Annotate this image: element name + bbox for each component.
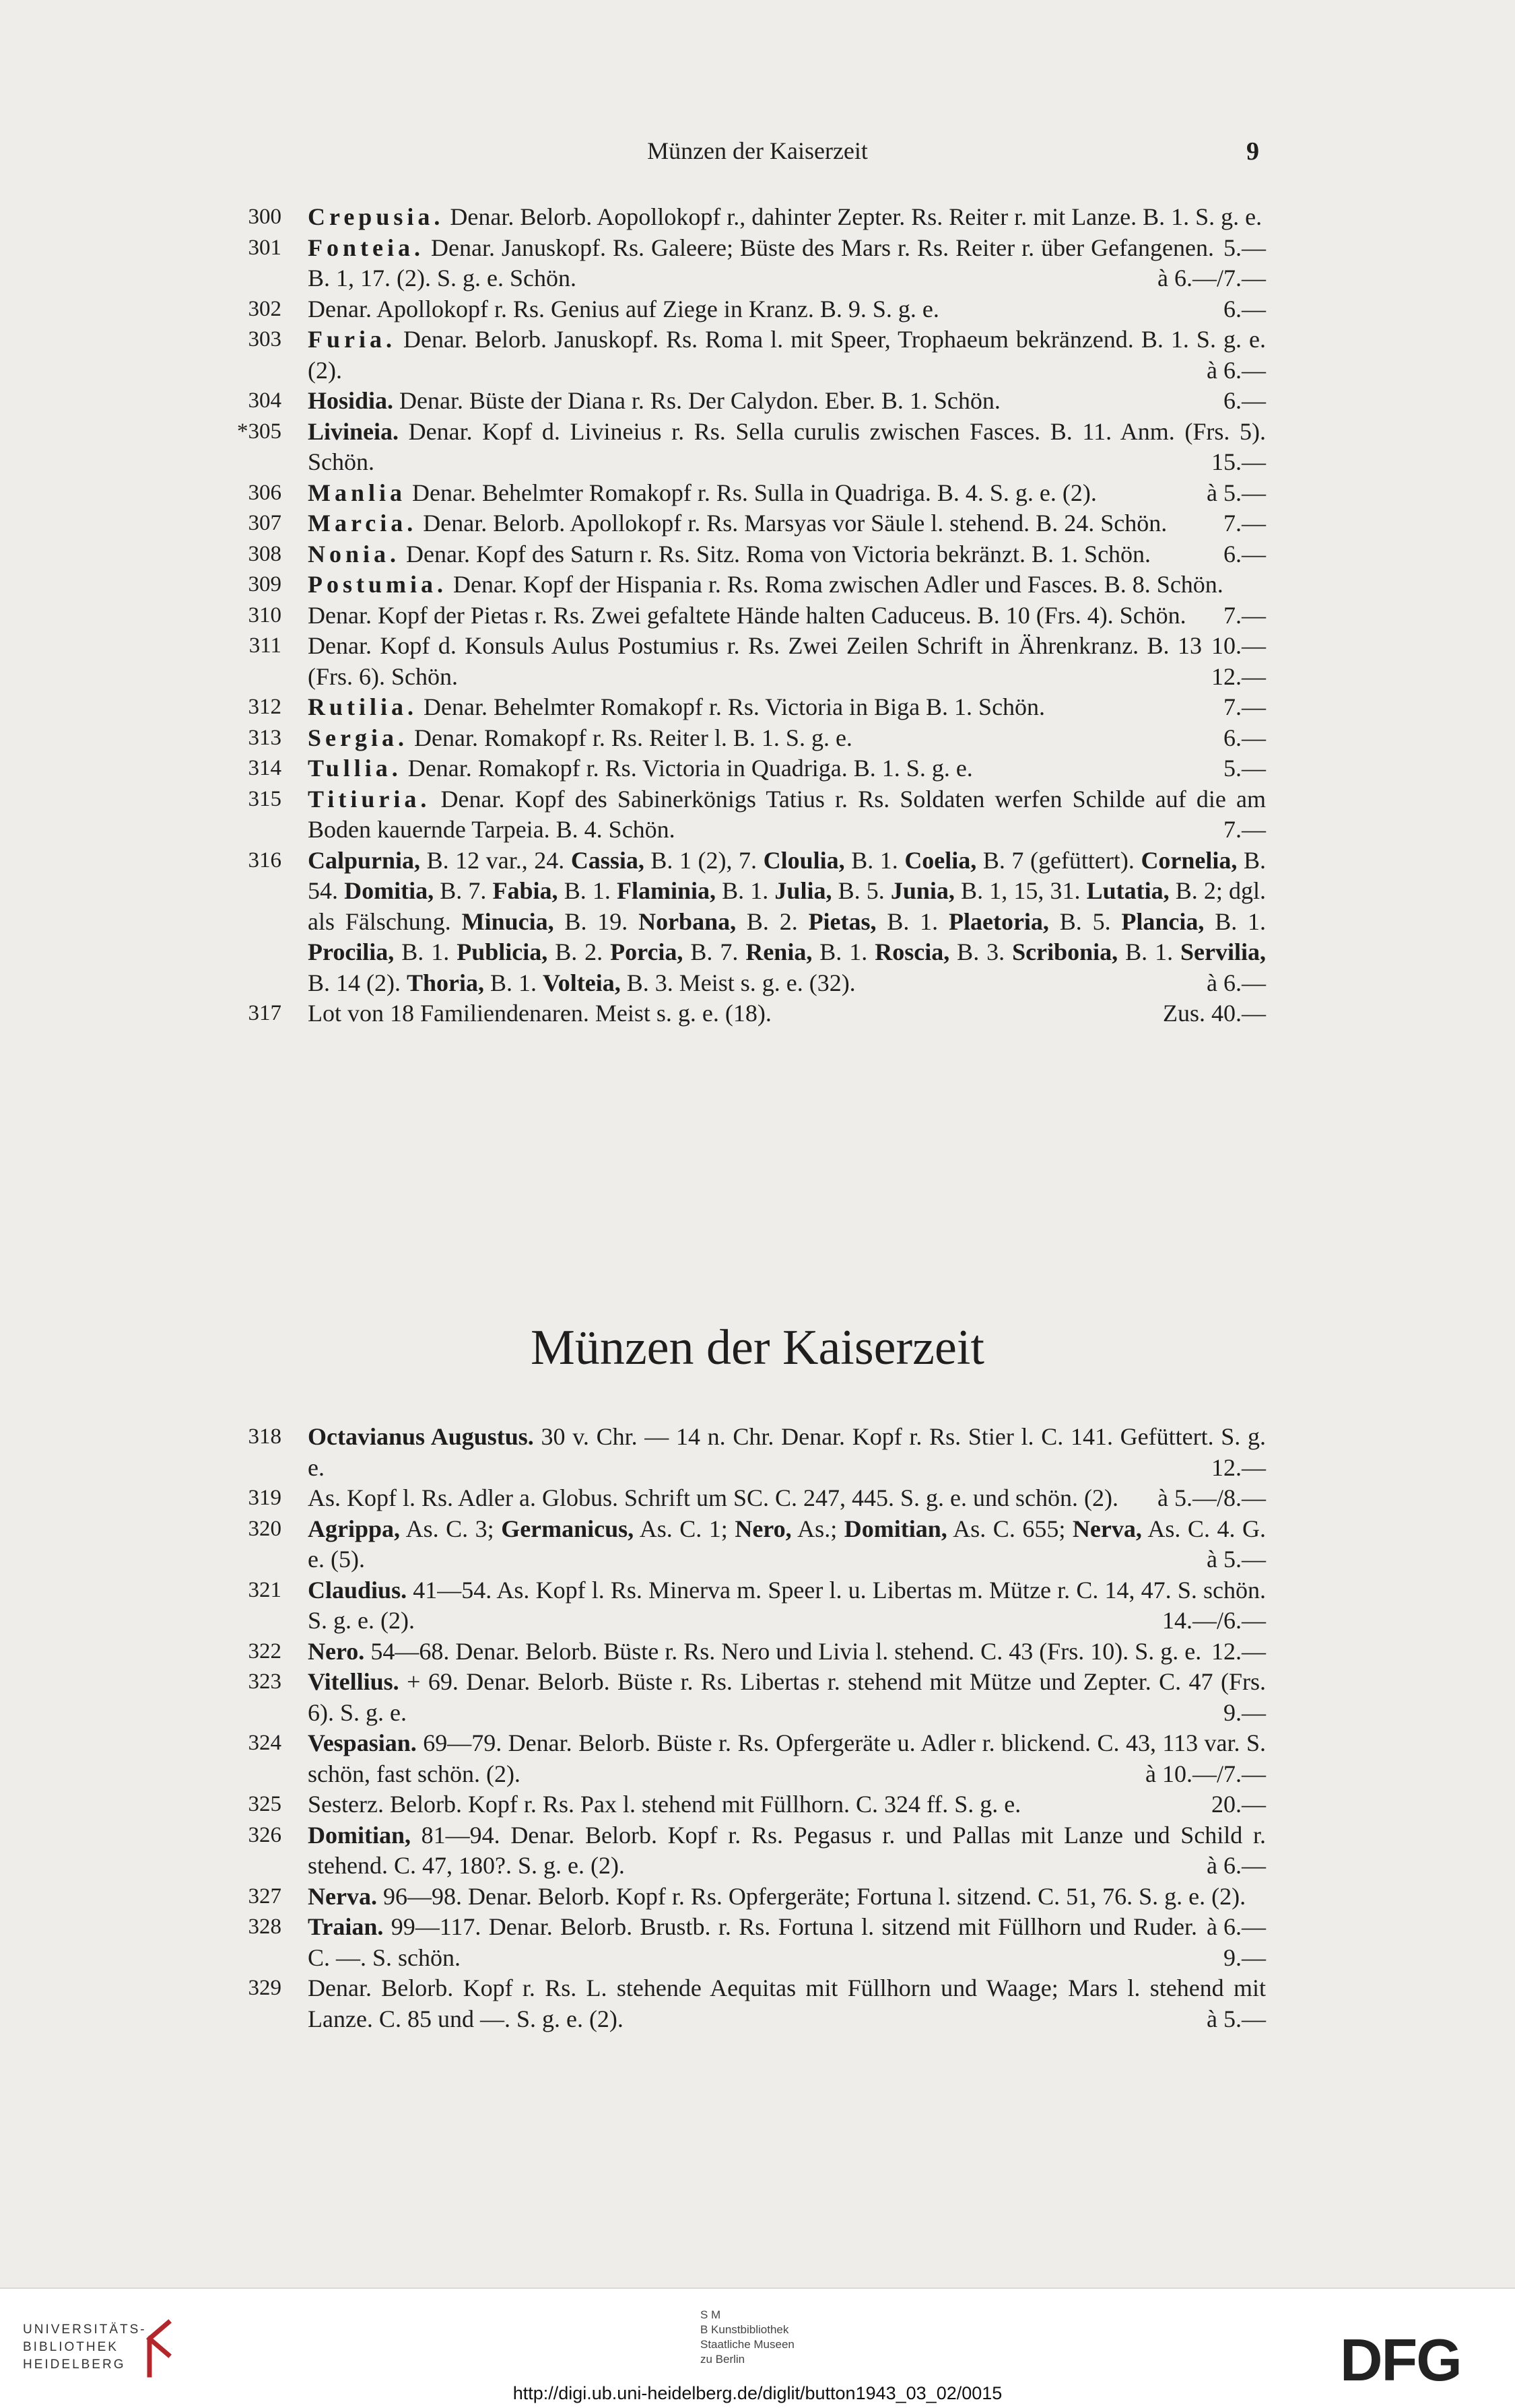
lot-text: Denar. Behelmter Romakopf r. Rs. Sulla in Quadriga. B. 4. S. g. e. (2).: [406, 479, 1097, 506]
running-title: Münzen der Kaiserzeit: [647, 137, 868, 164]
lot-description: [308, 1575, 1266, 1637]
lot-price: 12.—: [1211, 1453, 1266, 1481]
lot-name: Tullia.: [308, 755, 402, 782]
lot-name: Sergia.: [308, 724, 408, 751]
university-logo-line: HEIDELBERG: [23, 2358, 126, 2372]
footer-bar: [0, 2289, 1515, 2408]
lot-text: B. 5.: [1048, 907, 1122, 935]
lot-price: 5.—: [1223, 755, 1266, 782]
lot-description: [308, 723, 1266, 754]
lot-number: 310: [248, 603, 281, 627]
lot-name: Renia,: [745, 938, 813, 965]
lot-name: Nero.: [308, 1637, 365, 1665]
lot-text: B. 3. Meist s. g. e. (32).: [620, 969, 856, 996]
lot-entry: [229, 998, 1266, 1029]
lot-description: [308, 324, 1266, 386]
lot-price: à 6.—: [1207, 969, 1266, 996]
lot-name: Plaetoria,: [948, 907, 1049, 935]
page-number: 9: [1246, 137, 1259, 166]
lot-entry: [229, 1912, 1266, 1973]
lot-entry: [229, 723, 1266, 754]
lot-price: 6.—: [1223, 295, 1266, 322]
lot-name: Manlia: [308, 479, 407, 506]
lot-text: Denar. Romakopf r. Rs. Reiter l. B. 1. S. g. e.: [407, 724, 852, 751]
lot-text: 81—94. Denar. Belorb. Kopf r. Rs. Pegasus r. und Pallas mit Lanze und Schild r. stehend. C. 47, 180?. S. g. e. (2).: [308, 1821, 1266, 1879]
lot-text: As. C. 3;: [400, 1515, 502, 1542]
lot-text: B. 2; dgl. als Fälschung.: [308, 877, 1267, 935]
lot-name: Thoria,: [407, 969, 485, 996]
lot-text: As. C. 655;: [947, 1515, 1073, 1542]
lot-entry: [229, 233, 1266, 294]
lot-name: Domitian,: [308, 1821, 411, 1849]
lot-text: Denar. Büste der Diana r. Rs. Der Calydon. Eber. B. 1. Schön.: [393, 387, 1001, 414]
lot-name: Flaminia,: [616, 877, 716, 904]
lot-text: Denar. Belorb. Kopf r. Rs. L. stehende Aequitas mit Füllhorn und Waage; Mars l. stehend mit Lanze. C. 85 und —. S. g. e. (2).: [308, 1974, 1266, 2032]
lot-name: Crepusia.: [308, 203, 444, 230]
lot-text: B. 7.: [683, 938, 746, 965]
lot-entry: [229, 508, 1266, 539]
lot-description: [308, 1789, 1266, 1820]
lot-text: As. C. 1;: [634, 1515, 735, 1542]
section-heading: Münzen der Kaiserzeit: [531, 1320, 984, 1375]
lot-number: 324: [248, 1731, 281, 1755]
lot-description: [308, 1912, 1266, 1973]
lot-number: 311: [248, 633, 281, 658]
lot-text: B. 2.: [736, 907, 809, 935]
lot-name: Hosidia.: [308, 387, 394, 414]
lot-entry: [229, 478, 1266, 509]
lot-text: B. 2.: [547, 938, 611, 965]
lot-entry: [229, 1483, 1266, 1514]
lot-name: Scribonia,: [1012, 938, 1118, 965]
lot-entry: [229, 386, 1266, 417]
lot-description: [308, 846, 1266, 999]
lot-entry: [229, 692, 1266, 723]
lot-text: 54—68. Denar. Belorb. Büste r. Rs. Nero und Livia l. stehend. C. 43 (Frs. 10). S. g. e.: [364, 1637, 1202, 1665]
lot-name: Minucia,: [461, 907, 554, 935]
lot-name: Cassia,: [570, 846, 644, 874]
lot-name: Claudius.: [308, 1576, 407, 1604]
lot-price: à 10.—/7.—: [1145, 1760, 1266, 1787]
lot-number: 327: [248, 1884, 281, 1908]
lot-entry: [229, 294, 1266, 325]
lot-text: B. 1 (2), 7.: [644, 846, 764, 874]
lot-price: 6.—: [1223, 540, 1266, 567]
lot-number: 317: [248, 1001, 281, 1025]
lot-text: Denar. Kopf der Pietas r. Rs. Zwei gefaltete Hände halten Caduceus. B. 10 (Frs. 4). Schön.: [308, 601, 1186, 629]
lot-description: [308, 1667, 1266, 1728]
lot-name: Marcia.: [308, 510, 417, 537]
lot-entry: [229, 1637, 1266, 1667]
lot-entry: [229, 324, 1266, 386]
lot-name: Norbana,: [638, 907, 737, 935]
lot-text: Denar. Januskopf. Rs. Galeere; Büste des Mars r. Rs. Reiter r. über Gefangenen. B. 1, 17. (2). S. g. e. Schön.: [308, 234, 1214, 291]
lot-name: Roscia,: [875, 938, 950, 965]
lot-price: à 6.—: [1207, 1852, 1266, 1879]
lot-text: 99—117. Denar. Belorb. Brustb. r. Rs. Fortuna l. sitzend mit Füllhorn und Ruder. C. —. S. schön.: [308, 1913, 1198, 1971]
lot-entry: [229, 784, 1266, 846]
lot-text: + 69. Denar. Belorb. Büste r. Rs. Libertas r. stehend mit Mütze und Zepter. C. 47 (Frs. 6). S. g. e.: [308, 1668, 1266, 1726]
lot-name: Servilia,: [1180, 938, 1267, 965]
lot-number: 320: [248, 1516, 281, 1541]
lot-text: B. 14 (2).: [308, 969, 407, 996]
lot-text: Denar. Belorb. Apollokopf r. Rs. Marsyas vor Säule l. stehend. B. 24. Schön.: [417, 510, 1168, 537]
lot-name: Porcia,: [610, 938, 683, 965]
lot-price: 6.—: [1223, 387, 1266, 414]
lot-description: [308, 1820, 1266, 1882]
lot-name: Traian.: [308, 1913, 384, 1940]
lot-name: Furia.: [308, 326, 396, 353]
lot-number: 328: [248, 1915, 281, 1939]
lot-name: Lutatia,: [1086, 877, 1170, 904]
lot-description: [308, 508, 1266, 539]
lot-price: à 6.—: [1207, 1913, 1266, 1940]
lot-name: Rutilia.: [308, 693, 418, 720]
university-logo: [23, 2321, 147, 2374]
lot-text: Denar. Belorb. Januskopf. Rs. Roma l. mit Speer, Trophaeum bekränzend. B. 1. S. g. e. (2).: [308, 326, 1266, 384]
lot-name: Volteia,: [543, 969, 621, 996]
lot-description: [308, 998, 1266, 1029]
lot-name: Nerva,: [1072, 1515, 1142, 1542]
lot-description: [308, 631, 1266, 692]
lot-price: à 5.—: [1207, 479, 1266, 506]
lot-price: 12.—: [1211, 1637, 1266, 1665]
lot-text: 30 v. Chr. — 14 n. Chr. Denar. Kopf r. Rs. Stier l. C. 141. Gefüttert. S. g. e.: [308, 1423, 1267, 1481]
lot-price: 14.—/6.—: [1162, 1607, 1266, 1634]
lot-entry: [229, 539, 1266, 570]
lot-name: Octavianus Augustus.: [308, 1423, 534, 1450]
lot-name: Fonteia.: [308, 234, 424, 261]
lot-entry: [229, 1667, 1266, 1728]
lot-price: 6.—: [1223, 724, 1266, 751]
lot-name: Coelia,: [904, 846, 977, 874]
lot-name: Julia,: [774, 877, 832, 904]
lot-text: B. 54.: [308, 846, 1266, 904]
lot-price: à 6.—/7.—: [1157, 265, 1266, 291]
lot-text: Denar. Romakopf r. Rs. Victoria in Quadriga. B. 1. S. g. e.: [401, 755, 973, 782]
lot-text: Denar. Kopf der Hispania r. Rs. Roma zwischen Adler und Fasces. B. 8. Schön.: [447, 571, 1223, 598]
lot-number: 307: [248, 511, 281, 535]
lot-number: 306: [248, 480, 281, 505]
lot-text: B. 7 (gefüttert).: [976, 846, 1141, 874]
lot-number: 321: [248, 1577, 281, 1602]
lot-description: [308, 1637, 1266, 1667]
lot-entry: [229, 1789, 1266, 1820]
lot-text: B. 1.: [394, 938, 457, 965]
lot-price: 7.—: [1223, 510, 1266, 537]
lot-text: B. 19.: [553, 907, 639, 935]
lot-text: B. 5.: [832, 877, 891, 904]
lot-price: 7.—: [1223, 601, 1266, 629]
lot-price: 12.—: [1211, 662, 1266, 690]
lot-text: B. 1.: [876, 907, 949, 935]
lot-text: B. 1.: [844, 846, 905, 874]
lot-entry: [229, 1514, 1266, 1575]
lot-number: *305: [237, 419, 281, 444]
lot-name: Procilia,: [308, 938, 395, 965]
lot-name: Germanicus,: [501, 1515, 634, 1542]
lot-name: Plancia,: [1121, 907, 1205, 935]
lot-number: 329: [248, 1976, 281, 2000]
lot-list-imperial: [229, 1422, 1266, 2034]
lot-number: 302: [248, 296, 281, 321]
page-header: [0, 137, 1515, 177]
lot-text: As. Kopf l. Rs. Adler a. Globus. Schrift um SC. C. 247, 445. S. g. e. und schön. (2).: [308, 1484, 1118, 1511]
lot-text: Denar. Behelmter Romakopf r. Rs. Victoria in Biga B. 1. Schön.: [417, 693, 1046, 720]
lot-price: à 5.—: [1207, 1546, 1266, 1573]
stamp-line: zu Berlin: [700, 2353, 745, 2366]
lot-price: à 6.—: [1207, 356, 1266, 384]
lot-price: 15.—: [1211, 448, 1266, 475]
lot-text: B. 1.: [1118, 938, 1181, 965]
lot-entry: [229, 1575, 1266, 1637]
lot-number: 300: [248, 205, 281, 229]
lot-text: 69—79. Denar. Belorb. Büste r. Rs. Opfergeräte u. Adler r. blickend. C. 43, 113 var. S. schön, fast schön. (2).: [308, 1729, 1266, 1787]
lot-text: Denar. Kopf des Saturn r. Rs. Sitz. Roma von Victoria bekränzt. B. 1. Schön.: [400, 540, 1151, 567]
lot-entry: [229, 1422, 1266, 1483]
lot-number: 315: [248, 786, 281, 811]
university-logo-line: BIBLIOTHEK: [23, 2340, 119, 2354]
lot-name: Junia,: [890, 877, 955, 904]
lot-number: 309: [248, 572, 281, 596]
lot-price: 7.—: [1223, 693, 1266, 720]
lot-entry: [229, 631, 1266, 692]
lot-description: [308, 1728, 1266, 1789]
lot-name: Publicia,: [457, 938, 548, 965]
lot-description: [308, 1422, 1266, 1483]
lot-text: B. 3.: [949, 938, 1013, 965]
lot-price: 9.—: [1223, 1698, 1266, 1726]
lot-name: Vitellius.: [308, 1668, 399, 1695]
lot-name: Fabia,: [492, 877, 558, 904]
university-logo-line: UNIVERSITÄTS-: [23, 2323, 147, 2337]
lot-name: Nero,: [735, 1515, 792, 1542]
university-emblem-icon: [135, 2318, 182, 2379]
lot-entry: [229, 1728, 1266, 1789]
lot-text: Denar. Kopf d. Livineius r. Rs. Sella curulis zwischen Fasces. B. 11. Anm. (Frs. 5). Schön.: [308, 417, 1266, 475]
lot-name: Postumia.: [308, 571, 447, 598]
lot-description: [308, 784, 1266, 846]
stamp-line: B Kunstbibliothek: [700, 2323, 789, 2336]
lot-number: 308: [248, 541, 281, 566]
lot-text: B. 1.: [1204, 907, 1267, 935]
lot-number: 303: [248, 327, 281, 351]
lot-description: [308, 753, 1266, 784]
lot-name: Agrippa,: [308, 1515, 401, 1542]
lot-name: Cornelia,: [1141, 846, 1238, 874]
lot-number: 323: [248, 1670, 281, 1694]
lot-name: Pietas,: [808, 907, 877, 935]
lot-entry: [229, 846, 1266, 999]
lot-description: [308, 478, 1266, 509]
lot-text: B. 1.: [812, 938, 875, 965]
lot-description: [308, 294, 1266, 325]
lot-description: [308, 539, 1266, 570]
lot-number: 313: [248, 725, 281, 750]
lot-name: Titiuria.: [308, 785, 431, 813]
lot-description: [308, 233, 1266, 294]
lot-text: B. 1.: [716, 877, 775, 904]
lot-description: [308, 692, 1266, 723]
lot-entry: [229, 753, 1266, 784]
lot-number: 314: [248, 756, 281, 780]
lot-price: 9.—: [1223, 1943, 1266, 1971]
lot-price: 10.—: [1211, 632, 1266, 659]
lot-description: [308, 386, 1266, 417]
lot-price: 7.—: [1223, 816, 1266, 843]
lot-description: [308, 1483, 1266, 1514]
lot-entry: [229, 1820, 1266, 1882]
lot-text: Lot von 18 Familiendenaren. Meist s. g. e. (18).: [308, 1000, 772, 1027]
stamp-line: S M: [700, 2308, 721, 2321]
lot-text: Denar. Apollokopf r. Rs. Genius auf Ziege in Kranz. B. 9. S. g. e.: [308, 295, 939, 322]
lot-number: 326: [248, 1822, 281, 1847]
lot-name: Nerva.: [308, 1882, 377, 1910]
lot-description: [308, 1514, 1266, 1575]
lot-text: B. 7.: [434, 877, 493, 904]
lot-text: As. C. 4. G. e. (5).: [308, 1515, 1267, 1573]
lot-text: Sesterz. Belorb. Kopf r. Rs. Pax l. stehend mit Füllhorn. C. 324 ff. S. g. e.: [308, 1791, 1021, 1818]
library-stamp: [700, 2308, 795, 2367]
lot-number: 316: [248, 848, 281, 872]
lot-price: à 5.—/8.—: [1157, 1484, 1266, 1511]
lot-number: 325: [248, 1792, 281, 1816]
dfg-logo: DFG: [1340, 2327, 1461, 2393]
lot-name: Cloulia,: [763, 846, 845, 874]
lot-text: Denar. Kopf d. Konsuls Aulus Postumius r. Rs. Zwei Zeilen Schrift in Ährenkranz. B. 13 (Frs. 6). Schön.: [308, 632, 1202, 690]
lot-text: B. 1.: [484, 969, 543, 996]
lot-entry: [229, 1973, 1266, 2034]
lot-text: As.;: [791, 1515, 844, 1542]
lot-text: B. 12 var., 24.: [420, 846, 571, 874]
lot-price: Zus. 40.—: [1163, 1000, 1266, 1027]
lot-name: Domitian,: [844, 1515, 947, 1542]
lot-name: Nonia.: [308, 540, 401, 567]
source-url-link[interactable]: http://digi.ub.uni-heidelberg.de/diglit/button1943_03_02/0015: [512, 2383, 1003, 2403]
lot-number: 318: [248, 1424, 281, 1449]
lot-name: Livineia.: [308, 417, 399, 445]
lot-number: 304: [248, 388, 281, 413]
lot-name: Calpurnia,: [308, 846, 421, 874]
lot-text: 41—54. As. Kopf l. Rs. Minerva m. Speer l. u. Libertas m. Mütze r. C. 14, 47. S. schön. S. g. e. (2).: [308, 1576, 1266, 1634]
lot-number: 322: [248, 1639, 281, 1663]
lot-text: B. 1, 15, 31.: [954, 877, 1087, 904]
lot-number: 319: [248, 1486, 281, 1510]
lot-name: Vespasian.: [308, 1729, 417, 1756]
lot-list-republic: [229, 202, 1266, 1029]
lot-price: 5.—: [1223, 234, 1266, 261]
lot-text: Denar. Kopf des Sabinerkönigs Tatius r. Rs. Soldaten werfen Schilde auf die am Boden kauernde Tarpeia. B. 4. Schön.: [308, 785, 1266, 843]
lot-name: Domitia,: [344, 877, 434, 904]
lot-number: 312: [248, 695, 281, 719]
lot-text: B. 1.: [558, 877, 617, 904]
stamp-line: Staatliche Museen: [700, 2338, 795, 2351]
lot-description: [308, 600, 1266, 659]
lot-text: 96—98. Denar. Belorb. Kopf r. Rs. Opfergeräte; Fortuna l. sitzend. C. 51, 76. S. g. e. (2).: [376, 1882, 1246, 1910]
lot-price: 20.—: [1211, 1791, 1266, 1818]
lot-number: 301: [248, 235, 281, 260]
lot-description: [308, 417, 1266, 478]
lot-entry: [229, 417, 1266, 478]
lot-text: Denar. Belorb. Aopollokopf r., dahinter Zepter. Rs. Reiter r. mit Lanze. B. 1. S. g. e.: [444, 203, 1262, 230]
lot-description: [308, 1973, 1266, 2034]
lot-price: à 5.—: [1207, 2005, 1266, 2032]
